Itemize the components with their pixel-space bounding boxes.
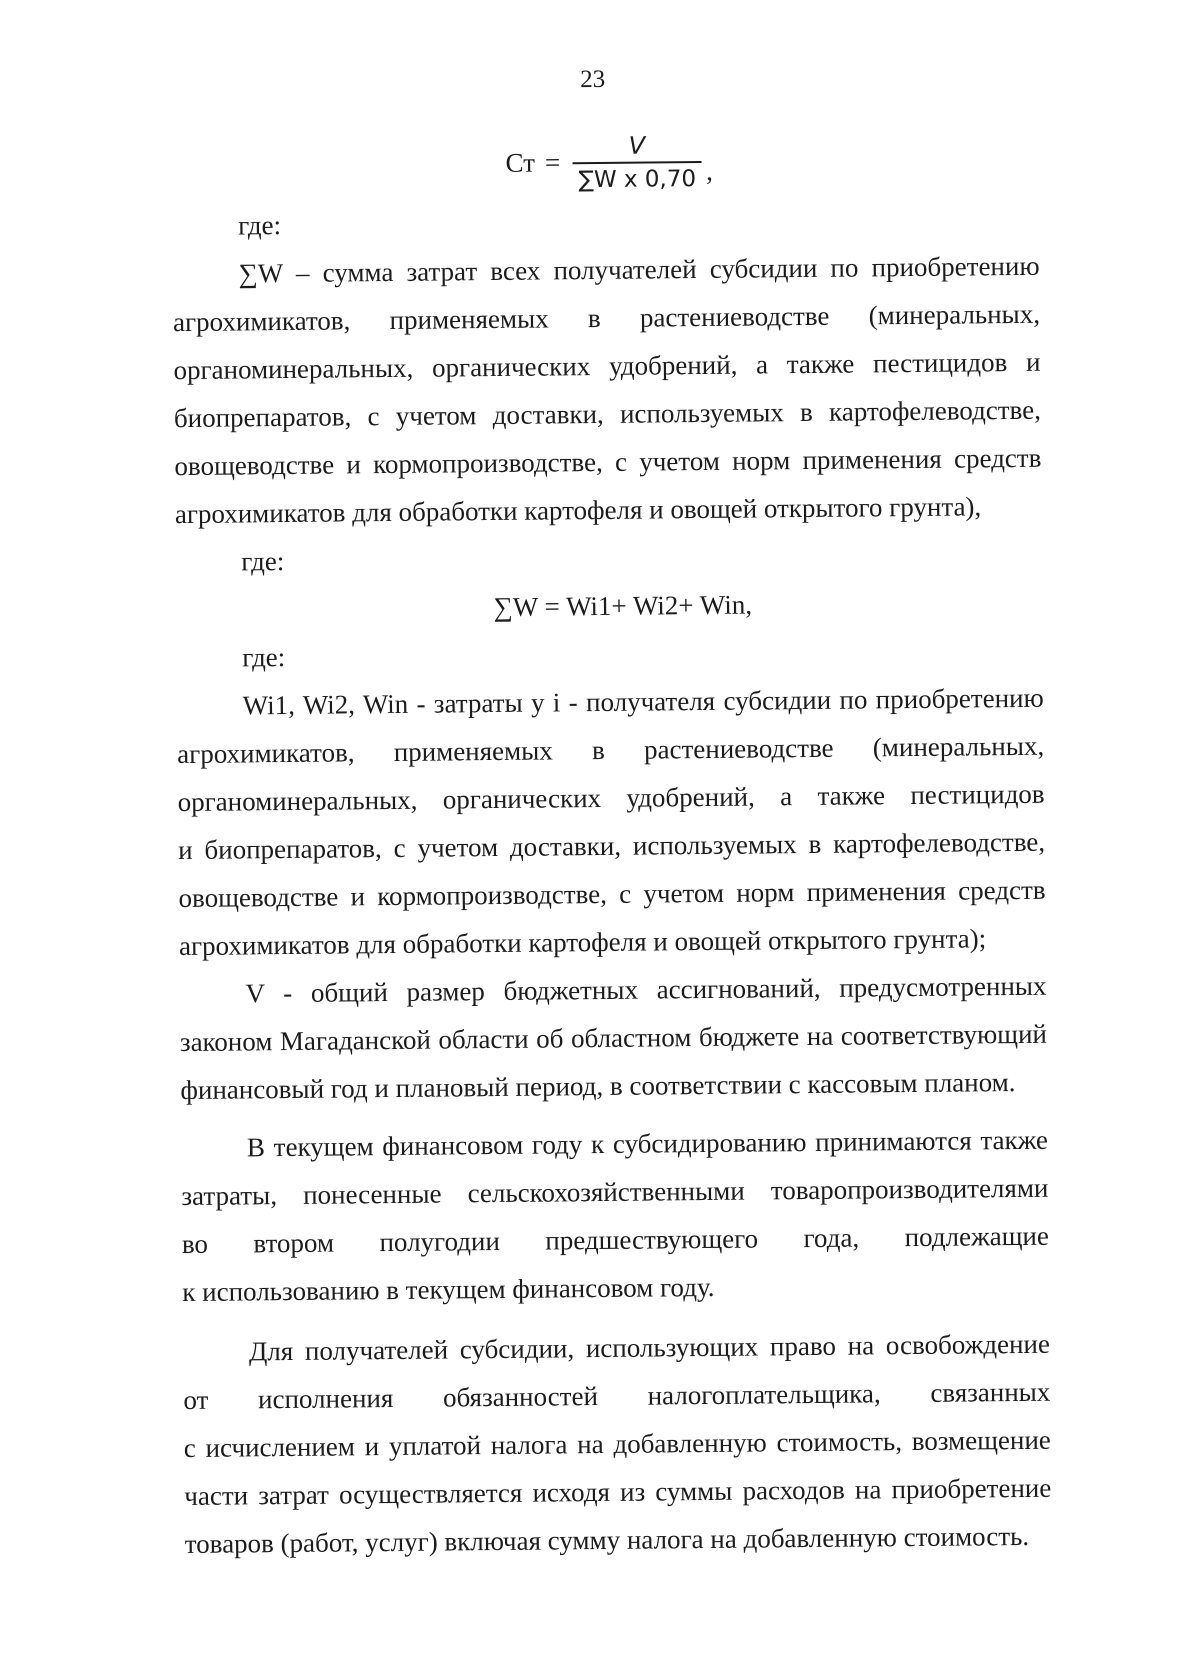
paragraph-line: финансовый год и плановый период, в соответствии с кассовым планом.: [180, 1067, 1016, 1106]
formula-comma: ,: [705, 155, 713, 186]
paragraph-line: агрохимикатов для обработки картофеля и овощей открытого грунта),: [174, 491, 982, 530]
paragraph-line: Wi1, Wi2, Win - затраты у i - получателя субсидии по приобретению: [242, 682, 1044, 721]
paragraph-line: части затрат осуществляется исходя из суммы расходов на приобретение: [184, 1472, 1052, 1512]
paragraph-line: биопрепаратов, с учетом доставки, используемых в картофелеводстве,: [173, 394, 1042, 434]
paragraph-line: Для получателей субсидии, использующих право на освобождение: [248, 1328, 1051, 1367]
formula-numerator: V: [628, 131, 646, 160]
sum-formula: ∑W = Wi1+ Wi2+ Win,: [493, 589, 753, 623]
paragraph-line: законом Магаданской области об областном бюджете на соответствующий: [179, 1018, 1048, 1058]
paragraph-line: ∑W – сумма затрат всех получателей субсидии по приобретению: [238, 250, 1040, 289]
paragraph-line: органоминеральных, органических удобрений, а также пестицидов: [177, 778, 1045, 818]
paragraph-line: агрохимикатов, применяемых в растениеводстве (минеральных,: [172, 298, 1041, 338]
paragraph-line: к использованию в текущем финансовом году.: [182, 1271, 715, 1308]
paragraph-line: с исчислением и уплатой налога на добавленную стоимость, возмещение: [183, 1424, 1051, 1464]
rate-formula: [505, 121, 713, 203]
paragraph-line: от исполнения обязанностей налогоплательщика, связанных: [183, 1376, 1051, 1416]
paragraph-line: товаров (работ, услуг) включая сумму налога на добавленную стоимость.: [184, 1520, 1030, 1560]
formula-lhs: Ст: [505, 147, 536, 178]
where-label: где:: [237, 210, 282, 241]
paragraph-line: овощеводстве и кормопроизводстве, с учетом норм применения средств: [178, 874, 1046, 914]
paragraph-line: В текущем финансовом году к субсидированию принимаются также: [246, 1124, 1049, 1163]
paragraph-line: во втором полугодии предшествующего года, подлежащие: [181, 1220, 1049, 1260]
formula-fraction: [572, 130, 702, 192]
formula-denominator: ∑W x 0,70: [578, 165, 697, 193]
where-label: где:: [241, 546, 285, 577]
paragraph-line: V - общий размер бюджетных ассигнований, предусмотренных: [245, 970, 1047, 1009]
paragraph-line: агрохимикатов, применяемых в растениеводстве (минеральных,: [177, 730, 1045, 770]
paragraph-line: и биопрепаратов, с учетом доставки, используемых в картофелеводстве,: [177, 826, 1046, 866]
where-label: где:: [242, 642, 286, 673]
page-number: 23: [580, 65, 606, 94]
paragraph-line: агрохимикатов для обработки картофеля и овощей открытого грунта);: [178, 923, 987, 962]
paragraph-line: овощеводстве и кормопроизводстве, с учетом норм применения средств: [174, 442, 1042, 482]
paragraph-line: органоминеральных, органических удобрений, а также пестицидов и: [173, 346, 1041, 386]
paragraph-line: затраты, понесенные сельскохозяйственными товаропроизводителями: [181, 1172, 1049, 1212]
formula-equals: =: [544, 146, 561, 177]
